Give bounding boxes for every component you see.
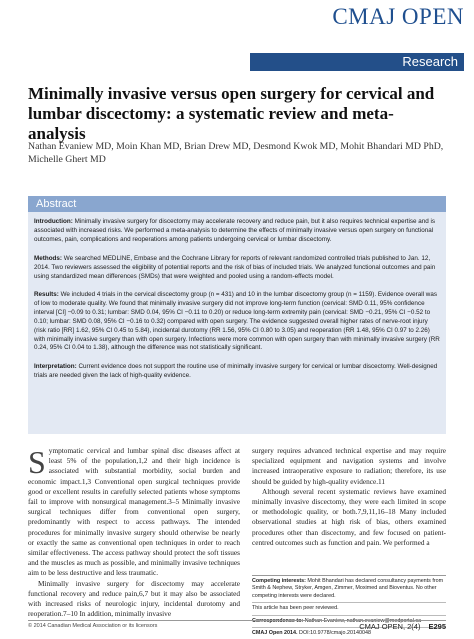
citation-doi[interactable]: DOI:10.9778/cmajo.20140048 [299, 630, 371, 637]
section-label: Research [402, 54, 458, 69]
copyright: © 2014 Canadian Medical Association or its licensors [28, 623, 158, 629]
abstract-interpretation [34, 363, 440, 381]
section-bar [250, 53, 464, 71]
journal-name: CMAJ OPEN [332, 4, 464, 29]
methods-label: Methods: [34, 255, 62, 262]
abstract-introduction [34, 218, 440, 245]
body-right-p1: surgery requires advanced technical expertise and may require specialized equipment and navigation systems and involve increased intraoperative exposure to radiation; therefore, its use should be guided by high-quality evidence.11 [252, 446, 446, 486]
abstract-methods [34, 255, 440, 282]
body-left-p1: ymptomatic cervical and lumbar spinal disc diseases affect at least 5% of the population,1,2 and their high incidence is associated with substantial morbidity, social burden and economic impact.1,3 Conventional open surgical techniques provide good or excellent results in carefully selected patients whose symptoms fail to improve with nonsurgical management.3–5 Minimally invasive surgical techniques differ from conventional open surgery, predominantly with respect to access pathways. The intended procedures for minimally invasive surgery should otherwise be nearly or exactly the same as conventional open techniques in order to reach similar effectiveness. The access pathway should protect the soft tissues and the muscles as much as possible, and minimally invasive techniques aim to be less destructive and less traumatic. [28, 446, 240, 578]
correspondence-text[interactable]: Nathan Evaniew, nathan.evaniew@medportal.ca [304, 617, 422, 624]
introduction-text: Minimally invasive surgery for discectomy may accelerate recovery and reduce pain, but it also requires technical expertise and is associated with increased risks. We performed a meta-analysis to determine the effects of minimally invasive versus open surgery on functional outcomes, pain, complications and reoperations among patients undergoing cervical or lumbar discectomy. [34, 218, 436, 243]
body-right-column [252, 446, 446, 548]
methods-text: We searched MEDLINE, Embase and the Cochrane Library for reports of relevant randomized controlled trials published to Jan. 12, 2014. Two reviewers assessed the eligibility of potential reports and the risk of bias of included trials. We analyzed functional outcomes and pain using standardized mean differences (SMDs) that were weighted and pooled using a random-effects model. [34, 255, 436, 280]
abstract-box [28, 212, 446, 434]
abstract-heading: Abstract [36, 198, 77, 210]
results-text: We included 4 trials in the cervical discectomy group (n = 431) and 10 in the lumbar discectomy group (n = 1159). Evidence overall was of low to moderate quality. We found that minimally invasive surgery did not improve long-term function (cervical: SMD 0.11, 95% confidence interval [CI] −0.09 to 0.31; lumbar: SMD 0.04, 95% CI −0.11 to 0.20) or reduce long-term extremity pain (cervical: SMD −0.21, 95% CI −0.52 to 0.10; lumbar: SMD 0.08, 95% CI −0.16 to 0.32) compared with open surgery. The evidence suggested overall higher rates of nerve-root injury (risk ratio [RR] 1.62, 95% CI 0.45 to 5.84), incidental durotomy (RR 1.56, 95% CI 0.80 to 3.05) and reoperation (RR 1.48, 95% CI 0.97 to 2.26) with minimally invasive surgery than with open surgery. Infections were more common with open surgery than with minimally invasive surgery (RR 0.24, 95% CI 0.04 to 1.38), although the difference was not statistically significant. [34, 291, 440, 352]
body-right-p2: Although several recent systematic reviews have examined minimally invasive discectomy, they were each limited in scope or methodologic quality, or both.7,9,11,16–18 Many included observational studies at high risk of bias, others examined procedures other than discectomy, and few focused on patient-centred outcomes such as function and pain. We performed a [252, 486, 446, 547]
body-left-column [28, 446, 240, 619]
correspondence-label: Correspondence to: [252, 617, 304, 624]
article-title: Minimally invasive versus open surgery for cervical and lumbar discectomy: a systematic review and meta-analysis [28, 84, 435, 143]
competing-text: Mohit Bhandari has declared consultancy payments from Smith & Nephew, Stryker, Amgen, Zimmer, Moximed and Bioventus. No other competing interests were declared. [252, 578, 444, 599]
journal-issue: CMAJ OPEN, 2(4) [359, 622, 421, 631]
competing-label: Competing interests: [252, 578, 306, 584]
body-paragraph [28, 446, 240, 579]
interpretation-text: Current evidence does not support the routine use of minimally invasive surgery for cervical or lumbar discectomy. Well-designed trials are needed given the lack of high-quality evidence. [34, 363, 438, 379]
abstract-heading-bar [28, 196, 446, 212]
abstract-results [34, 291, 440, 353]
drop-cap: S [28, 444, 46, 480]
introduction-label: Introduction: [34, 218, 73, 225]
results-label: Results: [34, 291, 59, 298]
body-left-p2: Minimally invasive surgery for discectomy may accelerate functional recovery and reduce pain,6,7 but it may also be associated with increased risks of neurologic injury, incidental durotomy and reoperation.7–10 In addition, minimally invasive [28, 578, 240, 619]
page-number: E295 [428, 622, 446, 631]
citation-label: CMAJ Open 2014. [252, 630, 298, 637]
peer-review-note: This article has been peer reviewed. [252, 603, 446, 615]
footer-divider [28, 620, 446, 621]
competing-interests [252, 576, 446, 603]
footer-journal-info [359, 622, 446, 631]
author-list: Nathan Evaniew MD, Moin Khan MD, Brian Drew MD, Desmond Kwok MD, Mohit Bhandari MD PhD, Michelle Ghert MD [28, 141, 444, 165]
interpretation-label: Interpretation: [34, 363, 77, 370]
